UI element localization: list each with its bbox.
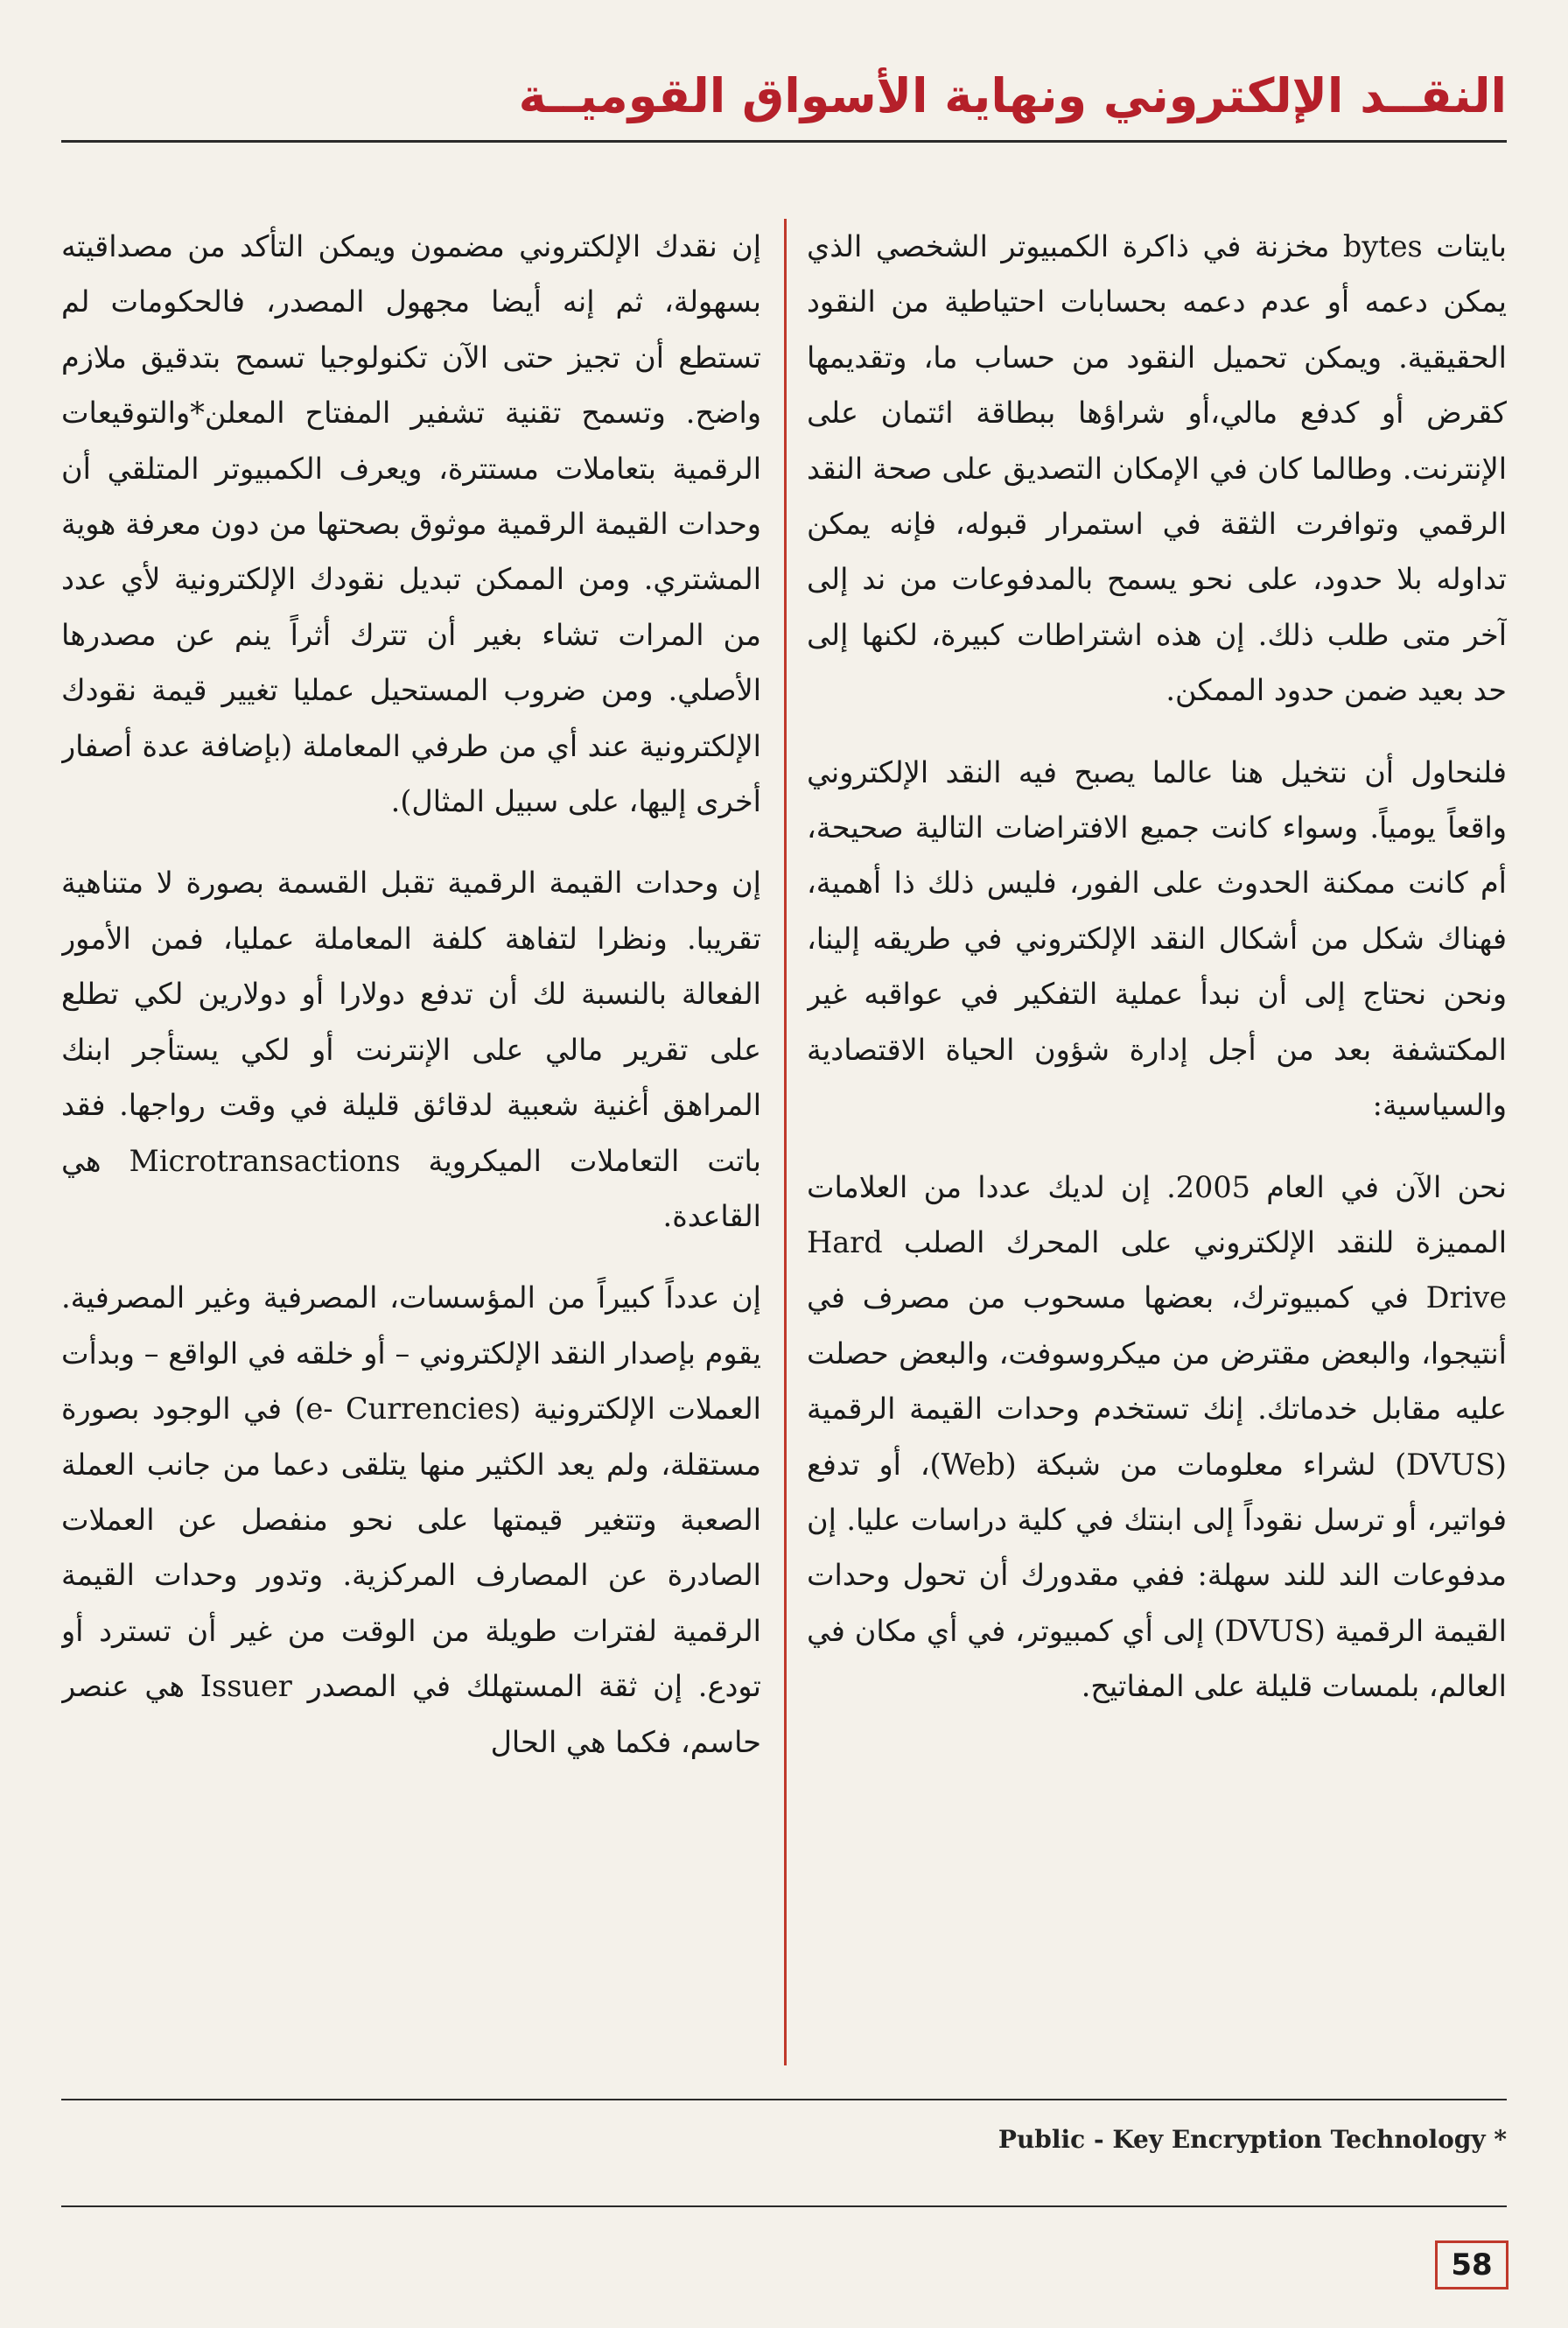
footnote: Public - Key Encryption Technology * xyxy=(998,2125,1507,2154)
header-divider xyxy=(61,140,1507,143)
paragraph: إن نقدك الإلكتروني مضمون ويمكن التأكد من مصداقيته بسهولة، ثم إنه أيضا مجهول المصدر، فالحكومات لم تستطع أن تجيز حتى الآن تكنولوجيا تسمح بتدقيق ملازم واضح. وتسمح تقنية تشفير المفتاح المعلن*والتوقيعات الرقمية بتعاملات مستترة، ويعرف الكمبيوتر المتلقي أن وحدات القيمة الرقمية موثوق بصحتها من دون معرفة هوية المشتري. ومن الممكن تبديل نقودك الإلكترونية لأي عدد من المرات تشاء بغير أن تترك أثراً ينم عن مصدرها الأصلي. ومن ضروب المستحيل عمليا تغيير قيمة نقودك الإلكترونية عند أي من طرفي المعاملة (بإضافة عدة أصفار أخرى إليها، على سبيل المثال). xyxy=(61,229,761,819)
paragraph: بايتات bytes مخزنة في ذاكرة الكمبيوتر الشخصي الذي يمكن دعمه أو عدم دعمه بحسابات احتياطية من النقود الحقيقية. ويمكن تحميل النقود من حساب ما، وتقديمها كقرض أو كدفع مالي،أو شراؤها ببطاقة ائتمان على الإنترنت. وطالما كان في الإمكان التصديق على صحة النقد الرقمي وتوافرت الثقة في استمرار قبوله، فإنه يمكن تداوله بلا حدود، على نحو يسمح بالمدفوعات من ند إلى آخر متى طلب ذلك. إن هذه اشتراطات كبيرة، لكنها إلى حد بعيد ضمن حدود الممكن. xyxy=(807,229,1507,708)
right-column xyxy=(807,219,1507,2065)
paragraph: نحن الآن في العام 2005. إن لديك عددا من العلامات المميزة للنقد الإلكتروني على المحرك الصلب Hard Drive في كمبيوترك، بعضها مسحوب من مصرف في أنتيجوا، والبعض مقترض من ميكروسوفت، والبعض حصلت عليه مقابل خدماتك. إنك تستخدم وحدات القيمة الرقمية (DVUS) لشراء معلومات من شبكة (Web)، أو تدفع فواتير، أو ترسل نقوداً إلى ابنتك في كلية دراسات عليا. إن مدفوعات الند للند سهلة: ففي مقدورك أن تحول وحدات القيمة الرقمية (DVUS) إلى أي كمبيوتر، في أي مكان في العالم، بلمسات قليلة على المفاتيح. xyxy=(807,1169,1507,1704)
page-title: النقــد الإلكتروني ونهاية الأسواق القوميــة xyxy=(518,68,1507,123)
footnote-divider xyxy=(61,2099,1507,2100)
paragraph: إن عدداً كبيراً من المؤسسات، المصرفية وغير المصرفية. يقوم بإصدار النقد الإلكتروني – أو خلقه في الواقع – وبدأت العملات الإلكترونية (e- Currencies) في الوجود بصورة مستقلة، ولم يعد الكثير منها يتلقى دعما من جانب العملة الصعبة وتتغير قيمتها على نحو منفصل عن العملات الصادرة عن المصارف المركزية. وتدور وحدات القيمة الرقمية لفترات طويلة من الوقت من غير أن تسترد أو تودع. إن ثقة المستهلك في المصدر Issuer هي عنصر حاسم، فكما هي الحال xyxy=(61,1280,761,1759)
page-number: 58 xyxy=(1435,2240,1508,2289)
footer-divider xyxy=(61,2205,1507,2207)
paragraph: إن وحدات القيمة الرقمية تقبل القسمة بصورة لا متناهية تقريبا. ونظرا لتفاهة كلفة المعاملة عمليا، فمن الأمور الفعالة بالنسبة لك أن تدفع دولارا أو دولارين لكي تطلع على تقرير مالي على الإنترنت أو لكي يستأجر ابنك المراهق أغنية شعبية لدقائق قليلة في وقت رواجها. فقد باتت التعاملات الميكروية Microtransactions هي القاعدة. xyxy=(61,866,761,1233)
paragraph: فلنحاول أن نتخيل هنا عالما يصبح فيه النقد الإلكتروني واقعاً يومياً. وسواء كانت جميع الافتراضات التالية صحيحة، أم كانت ممكنة الحدوث على الفور، فليس ذلك ذا أهمية، فهناك شكل من أشكال النقد الإلكتروني في طريقه إلينا، ونحن نحتاج إلى أن نبدأ عملية التفكير في عواقبه غير المكتشفة بعد من أجل إدارة شؤون الحياة الاقتصادية والسياسية: xyxy=(807,754,1507,1123)
column-divider xyxy=(784,219,787,2065)
left-column xyxy=(61,219,761,2065)
